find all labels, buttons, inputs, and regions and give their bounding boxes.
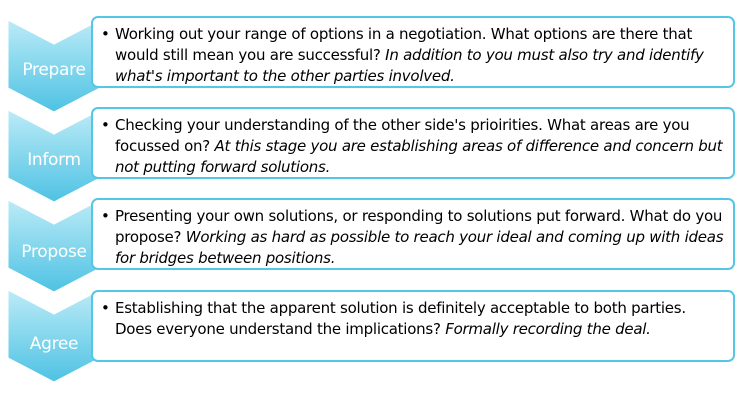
stage-2-text xyxy=(115,115,727,178)
stage-1-italic-text: In addition to you must also try and identify what's important to the other parties involved. xyxy=(115,46,704,85)
stage-4-bullet xyxy=(101,298,727,340)
stage-1-text xyxy=(115,24,727,87)
stage-1-box xyxy=(91,16,735,88)
bullet-icon: • xyxy=(101,207,110,225)
stage-1-bullet xyxy=(101,24,727,87)
stage-3-italic-text: Working as hard as possible to reach your ideal and coming up with ideas for bridges between positions. xyxy=(115,228,724,267)
bullet-icon: • xyxy=(101,116,110,134)
stage-2-box xyxy=(91,107,735,179)
stage-2-italic-text: At this stage you are establishing areas of difference and concern but not putting forward solutions. xyxy=(115,137,723,176)
stage-4-text xyxy=(115,298,727,340)
stage-1-main-text: Working out your range of options in a negotiation. What options are there that would still mean you are successful? xyxy=(115,25,693,64)
bullet-icon: • xyxy=(101,25,110,43)
stage-2-bullet xyxy=(101,115,727,178)
stage-4-italic-text: Formally recording the deal. xyxy=(445,320,651,338)
stage-3-bullet xyxy=(101,206,727,269)
stage-3-text xyxy=(115,206,727,269)
stage-2-main-text: Checking your understanding of the other side's prioirities. What areas are you focussed on? xyxy=(115,116,690,155)
stage-3-label: Propose xyxy=(21,242,87,262)
stage-4-label: Agree xyxy=(29,334,79,354)
stage-3-box xyxy=(91,198,735,270)
bullet-icon: • xyxy=(101,299,110,317)
stage-4-box xyxy=(91,290,735,362)
stage-3-main-text: Presenting your own solutions, or responding to solutions put forward. What do you propose? xyxy=(115,207,723,246)
stage-4-main-text: Establishing that the apparent solution is definitely acceptable to both parties. Does everyone understand the implications? xyxy=(115,299,686,338)
stage-2-label: Inform xyxy=(27,150,81,170)
stage-1-label: Prepare xyxy=(22,60,86,80)
